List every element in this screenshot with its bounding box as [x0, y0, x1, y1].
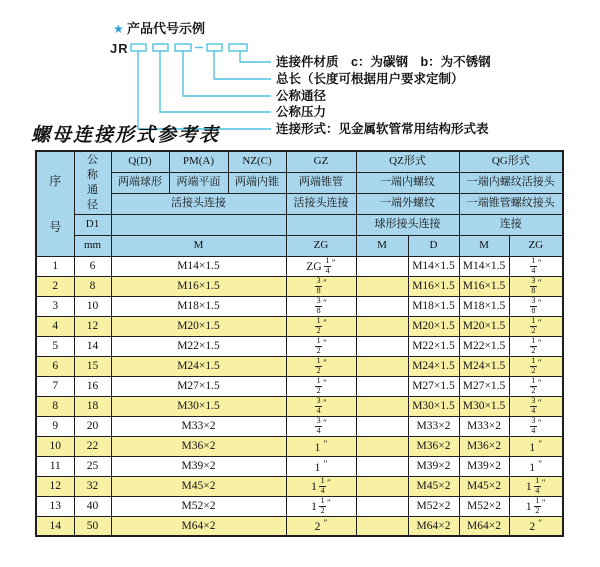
header-mm: mm: [74, 235, 111, 256]
cell-dn: 12: [74, 316, 111, 336]
cell-qz-m: [356, 456, 408, 476]
cell-qz-d: M36×2: [408, 436, 459, 456]
cell-qz-d: M24×1.5: [408, 356, 459, 376]
header-qg-zg: ZG: [509, 235, 563, 256]
cell-gz: $\frac{1}{2}$ ″: [286, 316, 356, 336]
header-d1: D1: [74, 214, 111, 235]
cell-qz-d: M27×1.5: [408, 376, 459, 396]
cell-seq: 14: [36, 516, 74, 536]
cell-qz-d: M64×2: [408, 516, 459, 536]
cell-seq: 9: [36, 416, 74, 436]
header-gz-desc: 两端锥管: [286, 172, 356, 193]
cell-gz: $\frac{3}{4}$ ″: [286, 416, 356, 436]
header-qz-connection: 球形接头连接: [356, 214, 459, 235]
page-title: 螺母连接形式参考表: [31, 124, 221, 146]
cell-qg-zg: $\frac{3}{4}$ ″: [509, 396, 563, 416]
cell-seq: 7: [36, 376, 74, 396]
table-row: [36, 396, 563, 416]
cell-seq: 8: [36, 396, 74, 416]
cell-m: M16×1.5: [111, 276, 286, 296]
cell-gz: ZG $\frac{1}{4}$ ″: [286, 256, 356, 276]
cell-gz: $\frac{3}{8}$ ″: [286, 276, 356, 296]
cell-qz-m: [356, 316, 408, 336]
table-row: [36, 436, 563, 456]
label-length: 总长（长度可根据用户要求定制）: [276, 72, 464, 86]
cell-seq: 12: [36, 476, 74, 496]
cell-gz: 1 $\frac{1}{4}$ ″: [286, 476, 356, 496]
cell-m: M24×1.5: [111, 356, 286, 376]
cell-qg-m: M64×2: [459, 516, 509, 536]
cell-qg-m: M45×2: [459, 476, 509, 496]
table-row: [36, 336, 563, 356]
cell-qg-m: M20×1.5: [459, 316, 509, 336]
header-union-connection: 活接头连接: [111, 193, 286, 214]
table-row: [36, 356, 563, 376]
table-row: [36, 416, 563, 436]
cell-qz-m: [356, 416, 408, 436]
cell-dn: 6: [74, 256, 111, 276]
code-box-4: [207, 44, 222, 51]
cell-qz-m: [356, 296, 408, 316]
table-row: [36, 476, 563, 496]
table-row: [36, 516, 563, 536]
cell-qg-zg: 1 ″: [509, 456, 563, 476]
cell-dn: 22: [74, 436, 111, 456]
header-nz: NZ(C): [228, 151, 286, 172]
header-empty-gz: [286, 214, 356, 235]
cell-qg-m: M22×1.5: [459, 336, 509, 356]
table-row: [36, 496, 563, 516]
table-row: [36, 276, 563, 296]
cell-qg-zg: $\frac{3}{8}$ ″: [509, 296, 563, 316]
cell-qz-d: M22×1.5: [408, 336, 459, 356]
cell-seq: 11: [36, 456, 74, 476]
table-body: [36, 256, 563, 536]
cell-gz: $\frac{3}{4}$ ″: [286, 396, 356, 416]
cell-gz: 1 ″: [286, 456, 356, 476]
product-code-prefix: JR: [110, 41, 129, 56]
cell-qz-d: M14×1.5: [408, 256, 459, 276]
cell-seq: 4: [36, 316, 74, 336]
cell-dn: 25: [74, 456, 111, 476]
cell-qz-m: [356, 476, 408, 496]
header-zg-gz: ZG: [286, 235, 356, 256]
cell-qg-m: M14×1.5: [459, 256, 509, 276]
header-qz-m: M: [356, 235, 408, 256]
cell-dn: 14: [74, 336, 111, 356]
cell-qz-d: M18×1.5: [408, 296, 459, 316]
cell-qz-d: M52×2: [408, 496, 459, 516]
label-diameter: 公称通径: [276, 89, 327, 103]
cell-dn: 10: [74, 296, 111, 316]
leader-line-length: [214, 51, 271, 79]
cell-m: M33×2: [111, 416, 286, 436]
code-box-3: [175, 44, 191, 51]
table-row: [36, 376, 563, 396]
header-seq: 序号: [36, 151, 74, 256]
cell-qg-zg: $\frac{1}{4}$ ″: [509, 256, 563, 276]
cell-qz-m: [356, 356, 408, 376]
cell-qg-m: M36×2: [459, 436, 509, 456]
cell-qg-zg: $\frac{3}{8}$ ″: [509, 276, 563, 296]
nut-connection-reference-table: [35, 150, 564, 537]
header-qg: QG形式: [459, 151, 563, 172]
cell-qg-zg: 1 $\frac{1}{4}$ ″: [509, 476, 563, 496]
cell-qg-m: M24×1.5: [459, 356, 509, 376]
cell-dn: 40: [74, 496, 111, 516]
cell-gz: 2 ″: [286, 516, 356, 536]
cell-qz-m: [356, 376, 408, 396]
cell-qg-m: M18×1.5: [459, 296, 509, 316]
cell-qz-d: M45×2: [408, 476, 459, 496]
header-qg-desc1: 一端内螺纹活接头: [459, 172, 563, 193]
cell-qz-m: [356, 276, 408, 296]
cell-qg-m: M16×1.5: [459, 276, 509, 296]
cell-qg-m: M30×1.5: [459, 396, 509, 416]
leader-line-diameter: [183, 51, 271, 96]
header-gz: GZ: [286, 151, 356, 172]
cell-seq: 3: [36, 296, 74, 316]
cell-dn: 50: [74, 516, 111, 536]
cell-qz-m: [356, 516, 408, 536]
leader-line-material: [240, 51, 271, 62]
cell-m: M14×1.5: [111, 256, 286, 276]
cell-qg-m: M52×2: [459, 496, 509, 516]
cell-m: M27×1.5: [111, 376, 286, 396]
table-row: [36, 456, 563, 476]
cell-m: M18×1.5: [111, 296, 286, 316]
cell-qg-zg: $\frac{1}{2}$ ″: [509, 356, 563, 376]
table-row: [36, 296, 563, 316]
cell-dn: 20: [74, 416, 111, 436]
cell-qg-zg: $\frac{1}{2}$ ″: [509, 376, 563, 396]
cell-gz: $\frac{1}{2}$ ″: [286, 356, 356, 376]
cell-dn: 32: [74, 476, 111, 496]
cell-qz-d: M16×1.5: [408, 276, 459, 296]
header-empty-union: [111, 214, 286, 235]
header-qg-m: M: [459, 235, 509, 256]
cell-gz: 1 $\frac{1}{2}$ ″: [286, 496, 356, 516]
cell-qz-d: M39×2: [408, 456, 459, 476]
cell-qg-zg: $\frac{1}{2}$ ″: [509, 336, 563, 356]
cell-qz-m: [356, 256, 408, 276]
header-pm: PM(A): [169, 151, 228, 172]
cell-qg-m: M39×2: [459, 456, 509, 476]
label-pressure: 公称压力: [276, 105, 327, 119]
star-icon: ★: [113, 22, 124, 36]
cell-m: M64×2: [111, 516, 286, 536]
header-gz-connection: 活接头连接: [286, 193, 356, 214]
header-dn: 公称通径: [74, 151, 111, 214]
cell-gz: $\frac{3}{8}$ ″: [286, 296, 356, 316]
cell-dn: 15: [74, 356, 111, 376]
header-m-main: M: [111, 235, 286, 256]
table-row: [36, 316, 563, 336]
leader-line-pressure: [160, 51, 271, 112]
cell-m: M39×2: [111, 456, 286, 476]
cell-seq: 2: [36, 276, 74, 296]
header-qg-connection: 连接: [459, 214, 563, 235]
code-box-5: [229, 44, 247, 51]
cell-m: M30×1.5: [111, 396, 286, 416]
cell-qz-d: M20×1.5: [408, 316, 459, 336]
header-qz-desc1: 一端内螺纹: [356, 172, 459, 193]
cell-gz: $\frac{1}{2}$ ″: [286, 336, 356, 356]
cell-m: M45×2: [111, 476, 286, 496]
cell-seq: 10: [36, 436, 74, 456]
cell-qg-zg: $\frac{3}{4}$ ″: [509, 416, 563, 436]
cell-m: M52×2: [111, 496, 286, 516]
label-material: 连接件材质 c：为碳钢 b：为不锈钢: [276, 55, 491, 69]
code-box-2: [153, 44, 168, 51]
cell-qz-d: M33×2: [408, 416, 459, 436]
cell-qz-d: M30×1.5: [408, 396, 459, 416]
label-connection: 连接形式：见金属软管常用结构形式表: [276, 122, 489, 136]
cell-qg-zg: $\frac{1}{2}$ ″: [509, 316, 563, 336]
diagram-title: 产品代号示例: [127, 21, 206, 36]
cell-qg-zg: 1 ″: [509, 436, 563, 456]
cell-gz: $\frac{1}{2}$ ″: [286, 376, 356, 396]
cell-seq: 5: [36, 336, 74, 356]
cell-qz-m: [356, 396, 408, 416]
header-qg-desc2: 一端锥管螺纹接头: [459, 193, 563, 214]
cell-seq: 13: [36, 496, 74, 516]
cell-qz-m: [356, 496, 408, 516]
cell-m: M22×1.5: [111, 336, 286, 356]
header-qz-d: D: [408, 235, 459, 256]
cell-qg-zg: 2 ″: [509, 516, 563, 536]
cell-m: M20×1.5: [111, 316, 286, 336]
table-row: [36, 256, 563, 276]
header-nz-desc: 两端内锥: [228, 172, 286, 193]
header-pm-desc: 两端平面: [169, 172, 228, 193]
cell-dn: 16: [74, 376, 111, 396]
header-q-desc: 两端球形: [111, 172, 169, 193]
cell-qg-m: M27×1.5: [459, 376, 509, 396]
code-box-1: [131, 44, 146, 51]
cell-dn: 8: [74, 276, 111, 296]
table-header: [36, 151, 563, 256]
cell-qz-m: [356, 436, 408, 456]
cell-qz-m: [356, 336, 408, 356]
header-qz-desc2: 一端外螺纹: [356, 193, 459, 214]
header-qz: QZ形式: [356, 151, 459, 172]
cell-qg-m: M33×2: [459, 416, 509, 436]
cell-seq: 1: [36, 256, 74, 276]
cell-dn: 18: [74, 396, 111, 416]
cell-m: M36×2: [111, 436, 286, 456]
cell-qg-zg: 1 $\frac{1}{2}$ ″: [509, 496, 563, 516]
cell-gz: 1 ″: [286, 436, 356, 456]
cell-seq: 6: [36, 356, 74, 376]
header-q: Q(D): [111, 151, 169, 172]
